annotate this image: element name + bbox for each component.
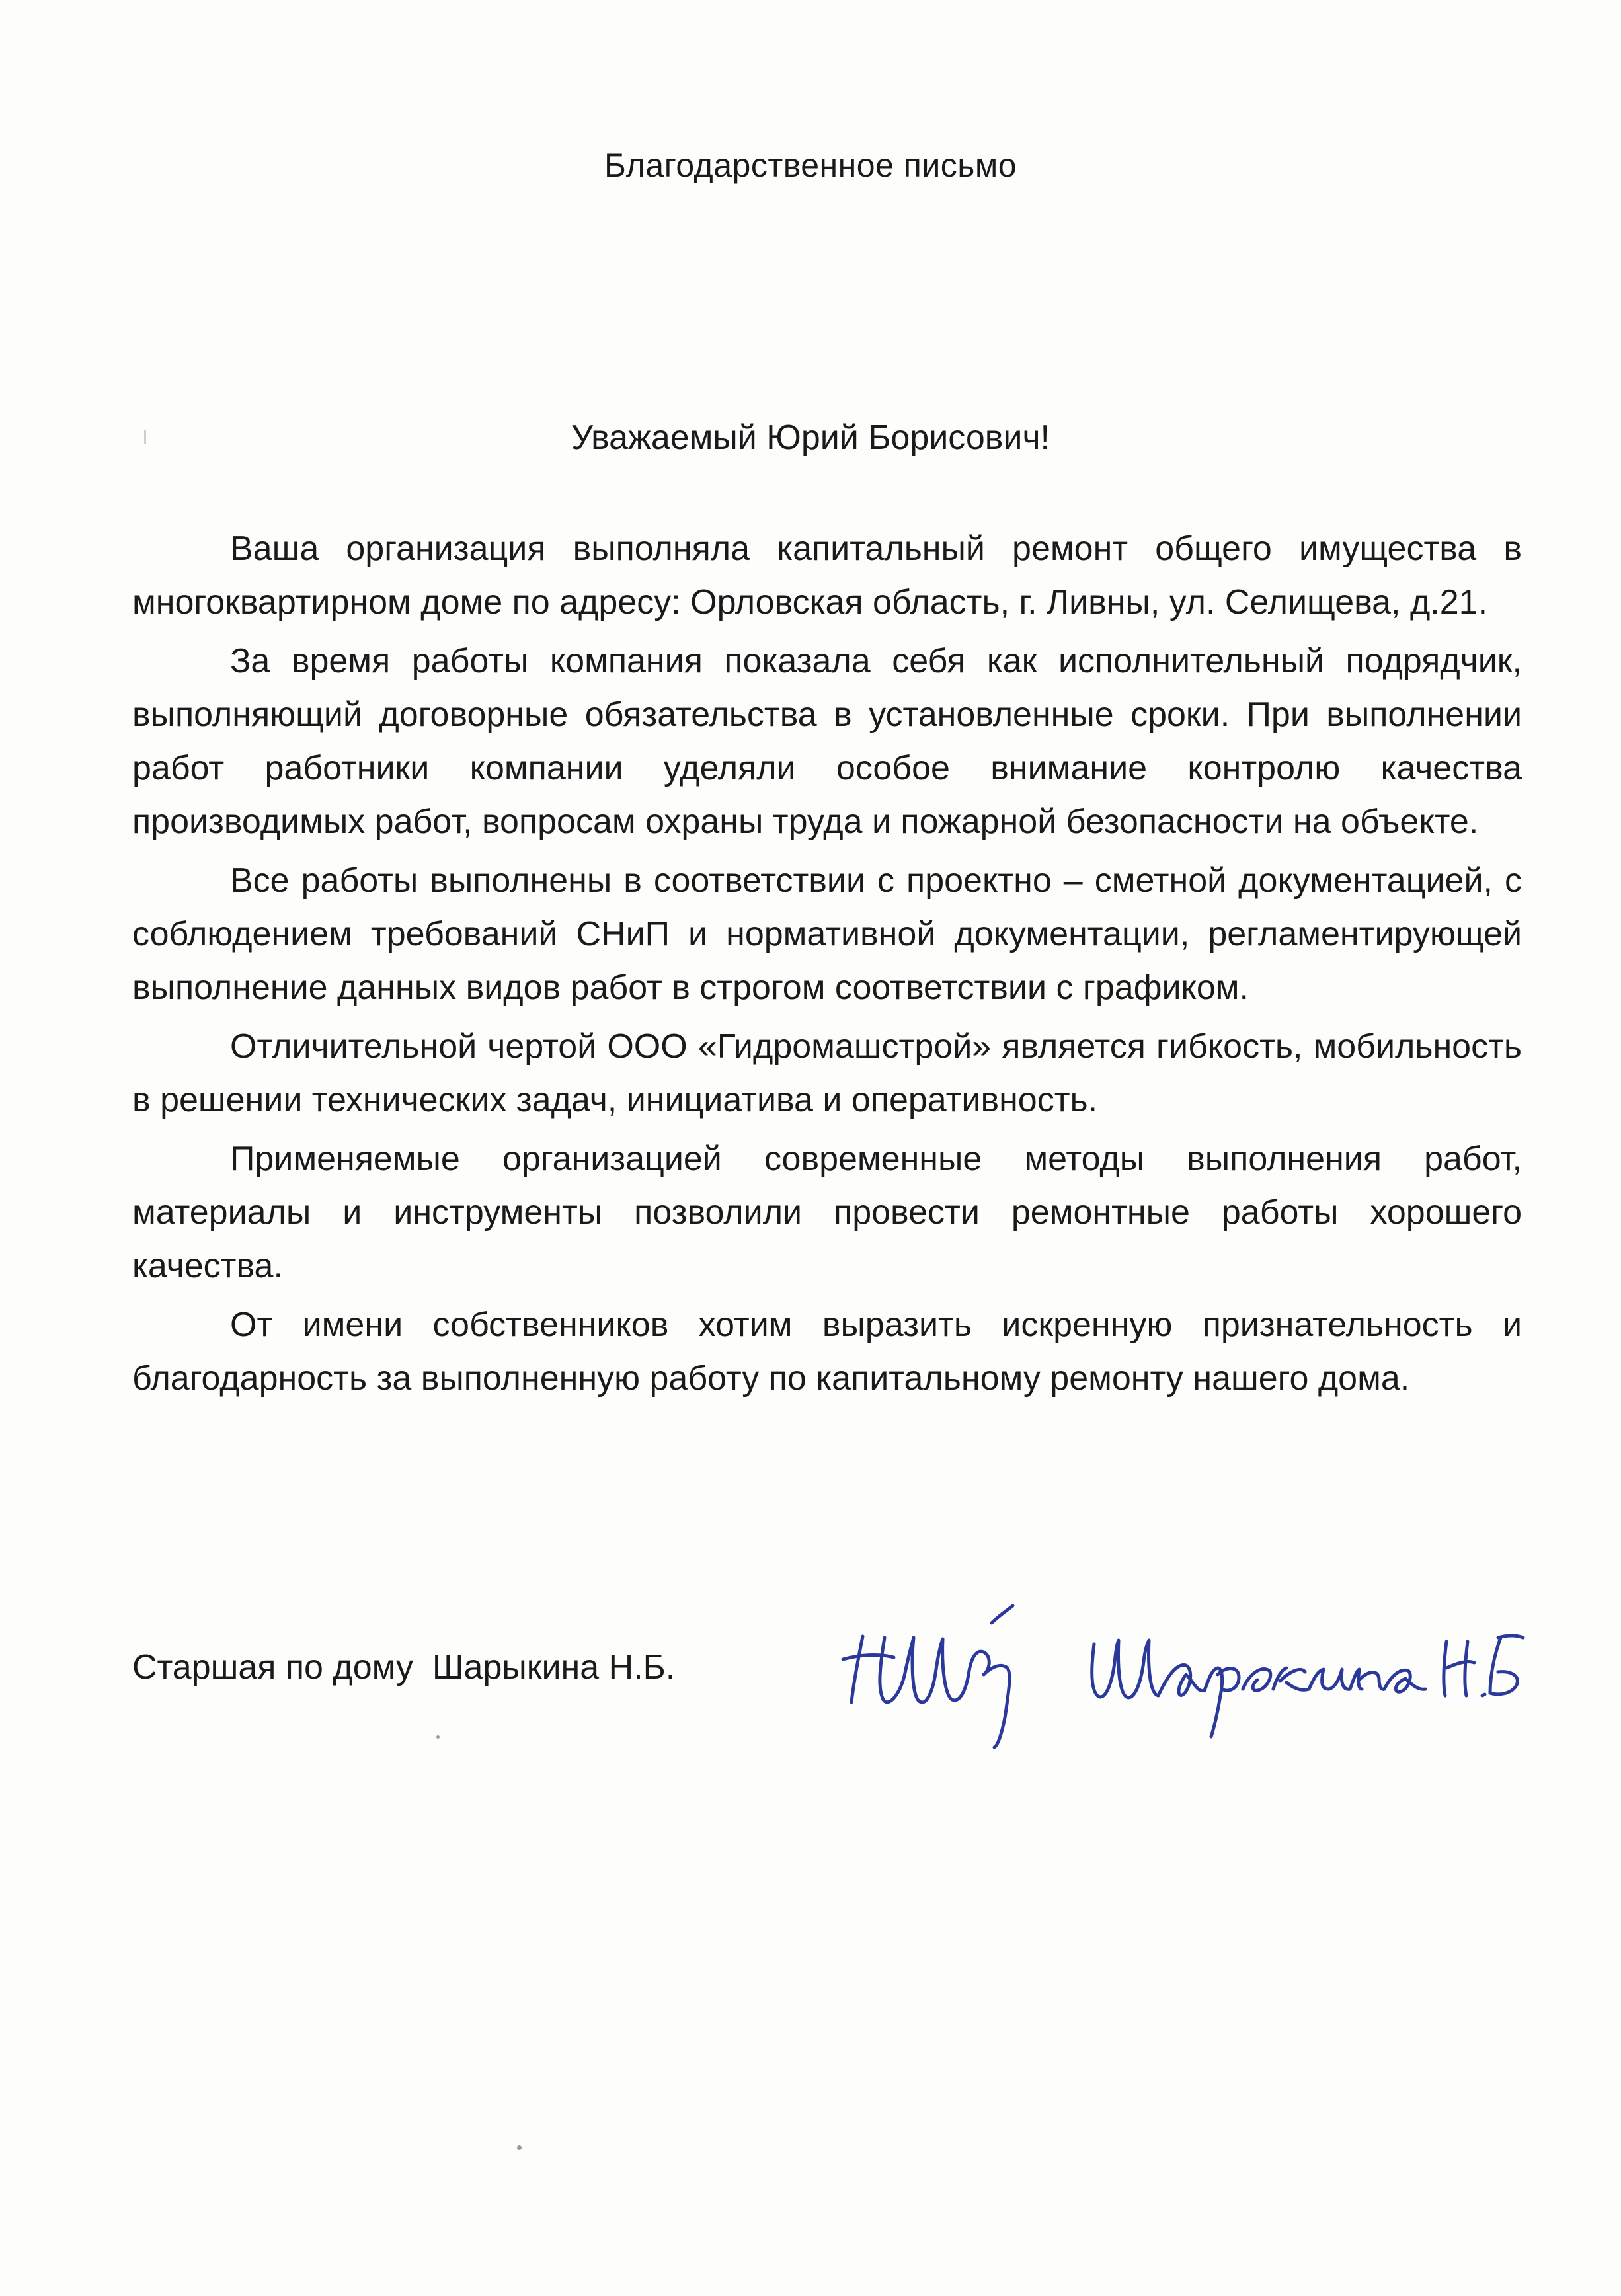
paragraph-1: Ваша организация выполняла капитальный ремонт общего имущества в многоквартирном доме по адресу: Орловская область, г. Ливны, ул. Селищева, д.21.: [132, 530, 1522, 621]
signature-block: [132, 1643, 1522, 1762]
letter-body: [132, 522, 1522, 1411]
scan-speck: [436, 1735, 440, 1739]
handwritten-signature: [721, 1597, 1527, 1749]
paragraph-6: От имени собственников хотим выразить искренную признательность и благодарность за выполненную работу по капитальному ремонту нашего дома.: [132, 1306, 1522, 1398]
paragraph-4: Отличительной чертой ООО «Гидромашстрой» является гибкость, мобильность в решении технических задач, инициатива и оперативность.: [132, 1027, 1522, 1119]
paragraph-2: За время работы компания показала себя как исполнительный подрядчик, выполняющий договорные обязательства в установленные сроки. При выполнении работ работники компании уделяли особое внимание контролю качества производимых работ, вопросам охраны труда и пожарной безопасности на объекте.: [132, 642, 1522, 841]
salutation: Уважаемый Юрий Борисович!: [571, 418, 1050, 457]
scan-speck: [144, 430, 146, 444]
scan-speck: [517, 2145, 522, 2150]
paragraph-3: Все работы выполнены в соответствии с проектно – сметной документацией, с соблюдением требований СНиП и нормативной документации, регламентирующей выполнение данных видов работ в строгом соответствии с графиком.: [132, 861, 1522, 1007]
paragraph-5: Применяемые организацией современные методы выполнения работ, материалы и инструменты позволили провести ремонтные работы хорошего качества.: [132, 1140, 1522, 1285]
document-title: Благодарственное письмо: [604, 147, 1017, 184]
signer-label: Старшая по дому Шарыкина Н.Б.: [132, 1648, 676, 1686]
